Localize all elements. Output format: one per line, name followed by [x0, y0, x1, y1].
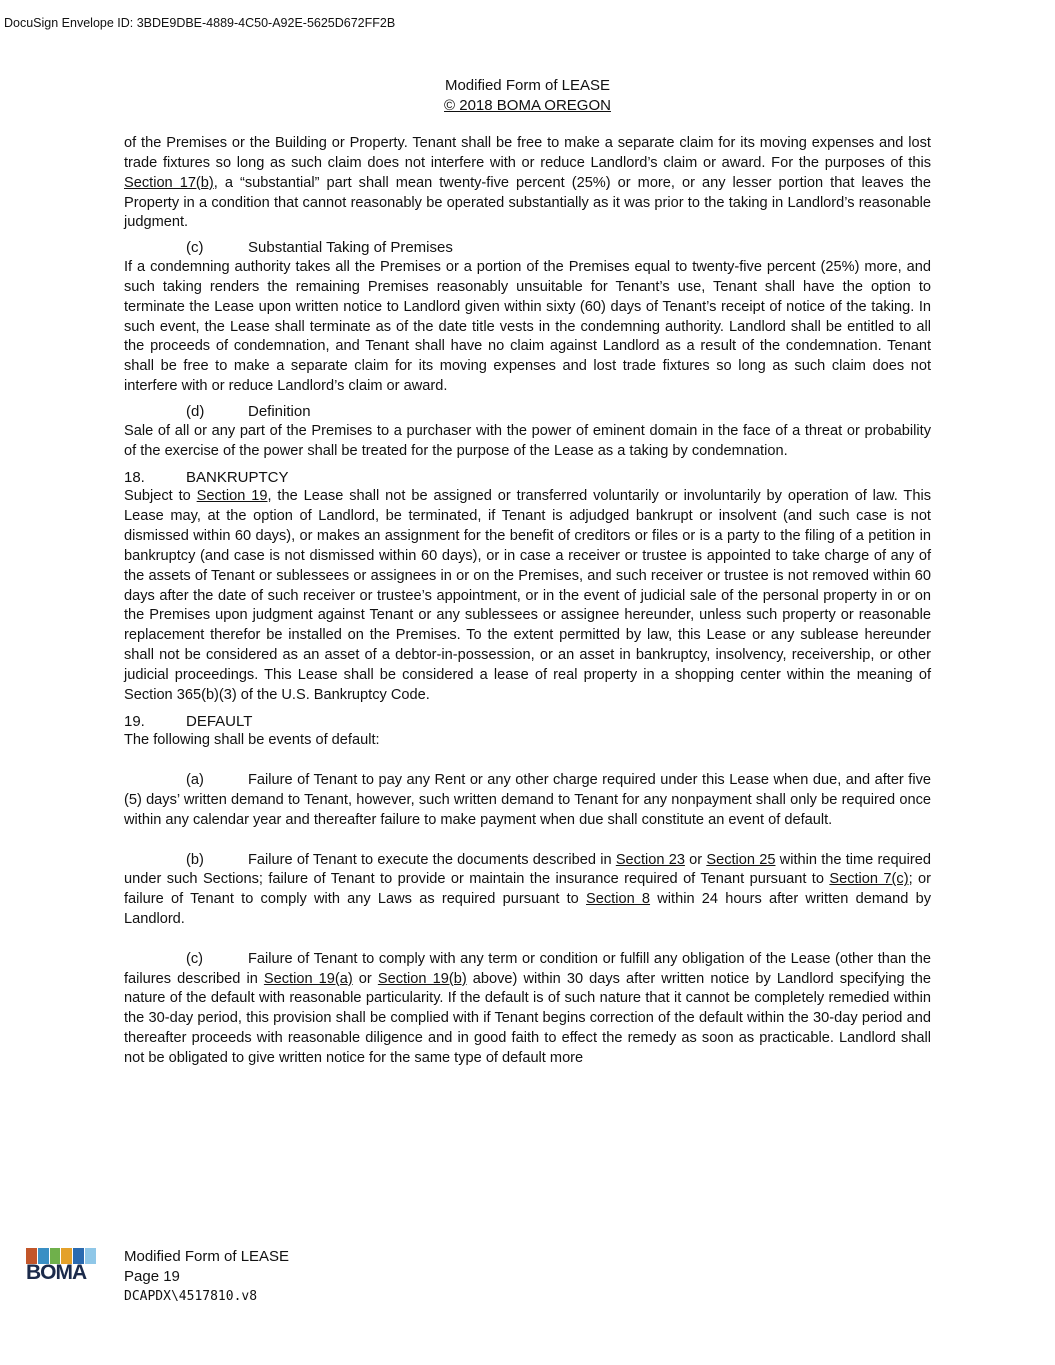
default-item-c: [124, 950, 931, 1069]
text-run: Failure of Tenant to comply with any term or condition or fulfill any obligation of the Lease (other than the failures described in: [124, 950, 931, 987]
subsection-c-heading: [124, 238, 931, 258]
subsection-d-body: Sale of all or any part of the Premises to a purchaser with the power of eminent domain in the face of a threat or probability of the exercise of the power shall be treated for the purpose of the Lease as a taking by condemnation.: [124, 422, 931, 459]
text-run: or: [352, 970, 378, 987]
footer-title: Modified Form of LEASE: [124, 1248, 290, 1265]
text-run: within the time required under such Sections; failure of Tenant to provide or maintain the insurance required of Tenant pursuant to: [124, 851, 932, 888]
section-title: BANKRUPTCY: [186, 468, 289, 486]
page-header: [0, 76, 1055, 116]
item-label: (a): [186, 772, 204, 789]
section-19-reference: Section 19: [196, 488, 268, 505]
docusign-envelope-id: DocuSign Envelope ID: 3BDE9DBE-4889-4C50-A92E-5625D672FF2B: [4, 16, 396, 30]
section-8-reference: Section 8: [586, 891, 651, 908]
document-body: [124, 134, 931, 1069]
section-25-reference: Section 25: [706, 851, 776, 868]
section-23-reference: Section 23: [615, 851, 685, 868]
text-run: or: [684, 851, 707, 868]
text-run: Failure of Tenant to execute the documents described in: [248, 851, 616, 868]
text-run: of the Premises or the Building or Property. Tenant shall be free to make a separate claim for its moving expenses and lost trade fixtures so long as such claim does not interfere with or reduce Landlord’s claim or award. For the purposes of this: [124, 135, 931, 171]
text-run: within 24 hours after written demand by Landlord.: [124, 891, 931, 928]
section-number: 18.: [124, 468, 145, 486]
section-17b-reference: Section 17(b): [124, 174, 214, 191]
text-run: Failure of Tenant to pay any Rent or any other charge required under this Lease when due, and after five (5) days’ written demand to Tenant, however, such written demand to Tenant for any nonpayment shall only be required once within any calendar year and thereafter failure to make payment when due shall constitute an event of default.: [124, 772, 931, 828]
text-run: , a “substantial” part shall mean twenty-five percent (25%) or more, or any lesser portion that leaves the Property in a condition that cannot reasonably be operated substantially as it was prior to the taking in Landlord’s reasonable judgment.: [124, 174, 931, 231]
subsection-label: (c): [186, 239, 204, 257]
item-label: (c): [186, 950, 204, 967]
section-19a-reference: Section 19(a): [263, 970, 353, 987]
footer-page-number: Page 19: [124, 1268, 180, 1285]
default-item-b: [124, 851, 931, 930]
subsection-title: Definition: [248, 402, 311, 420]
section-19b-reference: Section 19(b): [377, 970, 467, 987]
subsection-c-body: If a condemning authority takes all the Premises or a portion of the Premises equal to twenty-five percent (25%) more, and such taking renders the remaining Premises reasonably unsuitable for Tenant’s use, Tenant shall have the option to terminate the Lease upon written notice to Landlord given within sixty (60) days of Tenant’s receipt of notice of the taking. In such event, the Lease shall terminate as of the date title vests in the condemning authority. Landlord shall be entitled to all the proceeds of condemnation, and Tenant shall have no claim against Landlord as a result of the condemnation. Tenant shall be free to make a separate claim for its moving expenses and lost trade fixtures so long as such claim does not interfere with or reduce Landlord’s claim or award.: [124, 259, 931, 395]
subsection-label: (d): [186, 402, 205, 420]
text-run: ; or failure of Tenant to comply with any Laws as required pursuant to: [124, 871, 931, 908]
section-7c-reference: Section 7(c): [829, 871, 909, 888]
text-run: above) within 30 days after written notice by Landlord specifying the nature of the default with reasonable particularity. If the default is of such nature that it cannot be completely remedied within the 30-day period, this provision shall be complied with if Tenant begins correction of the default within the 30-day period and thereafter proceeds with reasonable diligence and in good faith to effect the remedy as soon as practicable. Landlord shall not be obligated to give written notice for the same type of default more: [124, 970, 931, 1066]
boma-logo: [24, 1248, 98, 1286]
section-19-heading: [124, 712, 931, 732]
logo-bar: [85, 1248, 96, 1264]
item-label: (b): [186, 851, 204, 868]
subsection-title: Substantial Taking of Premises: [248, 239, 453, 257]
subsection-d-heading: [124, 402, 931, 422]
header-title: Modified Form of LEASE: [444, 77, 611, 94]
page-footer: [124, 1247, 289, 1307]
section-number: 19.: [124, 712, 145, 730]
section-18-heading: [124, 468, 931, 488]
text-run: Subject to: [124, 488, 197, 505]
continued-paragraph: [124, 134, 931, 233]
text-run: , the Lease shall not be assigned or transferred voluntarily or involuntarily by operation of law. This Lease may, at the option of Landlord, be terminated, if Tenant is adjudged bankrupt or insolvent (and such case is not dismissed within 60 days), or makes an assignment for the benefit of creditors or files or is a party to the filing of a petition in bankruptcy (and case is not dismissed within 60 days), or in case a receiver or trustee is appointed to take charge of any of the assets of Tenant or sublessees or assignees in or on the Premises, and such receiver or trustee is not removed within 60 days after the date of such receiver or trustee’s appointment, or in the event of judicial sale of the personal property in or on the Premises upon judgment against Tenant or any sublessees or assignee hereunder, unless such property or reasonable replacement therefor be installed on the Premises. To the extent permitted by law, this Lease or any sublease hereunder shall not be considered as an asset of a debtor-in-possession, or an asset in bankruptcy, insolvency, receivership, or other judicial proceedings. This Lease shall be considered a lease of real property in a shopping center within the meaning of Section 365(b)(3) of the U.S. Bankruptcy Code.: [124, 488, 931, 703]
section-18-body: [124, 487, 931, 705]
section-19-intro: The following shall be events of default:: [124, 732, 380, 749]
header-copyright: © 2018 BOMA OREGON: [444, 97, 611, 114]
footer-document-id: DCAPDX\4517810.v8: [124, 1289, 258, 1304]
default-item-a: [124, 771, 931, 831]
section-title: DEFAULT: [186, 712, 253, 730]
logo-wordmark: BOMA: [26, 1261, 87, 1284]
